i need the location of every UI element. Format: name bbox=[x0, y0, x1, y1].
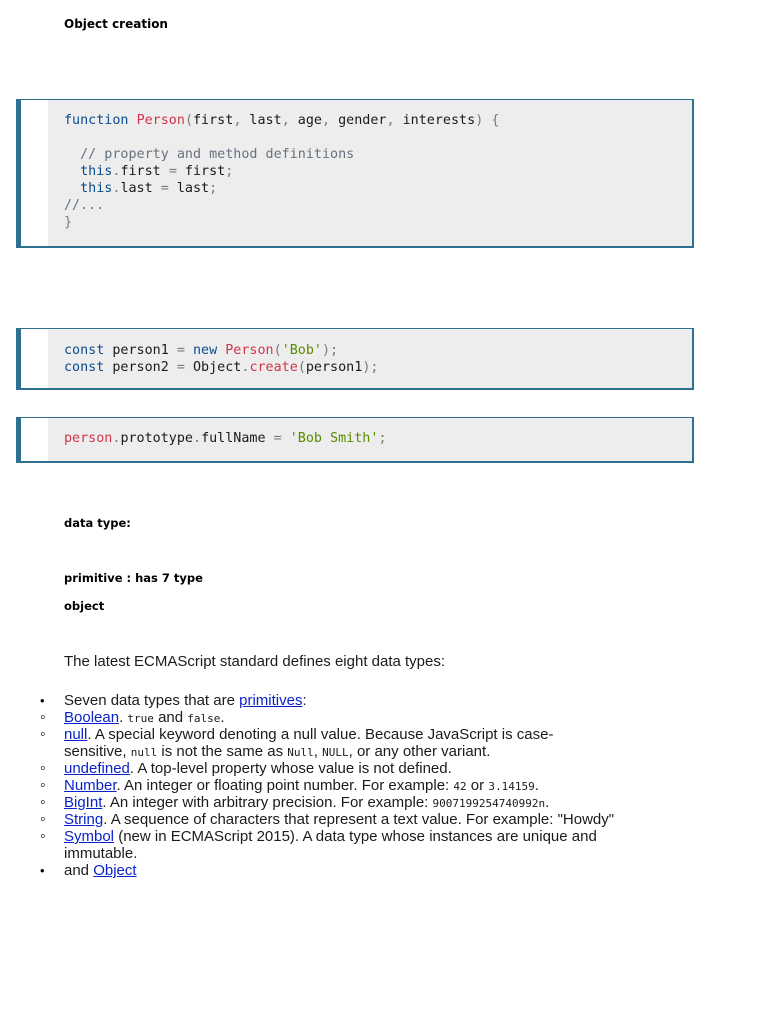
link-primitives[interactable]: primitives bbox=[239, 692, 303, 709]
intro-text: The latest ECMAScript standard defines eight data types: bbox=[64, 653, 446, 670]
code-punctuation: , bbox=[233, 113, 242, 128]
heading-object-creation: Object creation bbox=[64, 17, 168, 31]
heading-primitive: primitive : has 7 type bbox=[64, 571, 203, 585]
link-symbol[interactable]: Symbol bbox=[64, 828, 115, 845]
code-string: 'Bob Smith' bbox=[289, 431, 379, 446]
code-punctuation: = bbox=[273, 431, 282, 446]
code-punctuation: { bbox=[491, 113, 500, 128]
code-punctuation: ); bbox=[322, 343, 339, 358]
code-line bbox=[64, 431, 387, 446]
list-item-symbol: Symbol (new in ECMAScript 2015). A data type whose instances are unique and immutable. bbox=[64, 828, 597, 862]
circle-bullet-icon bbox=[40, 726, 46, 743]
list-item-primitives: Seven data types that are primitives: bbox=[64, 692, 307, 709]
code-punctuation: . bbox=[241, 360, 250, 375]
code-keyword: this bbox=[80, 164, 113, 179]
code-text bbox=[185, 343, 193, 358]
code-punctuation: , bbox=[386, 113, 395, 128]
code-punctuation: ( bbox=[297, 360, 306, 375]
circle-bullet-icon bbox=[40, 811, 46, 828]
code-function: create bbox=[249, 360, 298, 375]
code-text: person2 bbox=[104, 360, 177, 375]
link-boolean[interactable]: Boolean bbox=[64, 709, 120, 726]
circle-bullet-icon bbox=[40, 828, 46, 845]
disc-bullet-icon bbox=[40, 862, 45, 879]
code-text: last bbox=[241, 113, 282, 128]
code-block-prototype bbox=[16, 417, 694, 463]
code-text: prototype bbox=[120, 431, 193, 446]
code-punctuation: } bbox=[64, 215, 73, 230]
code-lines bbox=[64, 342, 378, 376]
code-line bbox=[64, 147, 354, 162]
code-lines bbox=[64, 112, 499, 231]
link-number[interactable]: Number bbox=[64, 777, 117, 794]
code-text: Object bbox=[184, 360, 242, 375]
list-item-string: String. A sequence of characters that represent a text value. For example: "Howdy" bbox=[64, 811, 615, 828]
code-punctuation: , bbox=[322, 113, 331, 128]
code-function: Person bbox=[136, 113, 185, 128]
code-line bbox=[64, 360, 378, 375]
code-keyword: const bbox=[64, 343, 105, 358]
list-item-bigint: BigInt. An integer with arbitrary precision. For example: 9007199254740992n. bbox=[64, 794, 550, 811]
code-keyword: function bbox=[64, 113, 129, 128]
code-punctuation: = bbox=[176, 343, 185, 358]
code-text: last bbox=[120, 181, 161, 196]
list-item-undefined: undefined. A top-level property whose value is not defined. bbox=[64, 760, 452, 777]
code-string: 'Bob' bbox=[281, 343, 322, 358]
code-punctuation: . bbox=[193, 431, 202, 446]
code-text: interests bbox=[394, 113, 476, 128]
code-function: Person bbox=[225, 343, 274, 358]
code-text: person1 bbox=[104, 343, 177, 358]
code-punctuation: ); bbox=[362, 360, 379, 375]
code-punctuation: . bbox=[112, 181, 121, 196]
code-text: first bbox=[176, 164, 226, 179]
code-line bbox=[64, 343, 338, 358]
list-item-boolean: Boolean. true and false. bbox=[64, 709, 225, 726]
code-keyword: this bbox=[80, 181, 113, 196]
code-punctuation: = bbox=[160, 181, 169, 196]
code-punctuation: ) bbox=[475, 113, 484, 128]
list-item-null: null. A special keyword denoting a null value. Because JavaScript is case- sensitive, null is not the same as Null, NULL, or any other variant. bbox=[64, 726, 554, 760]
code-punctuation: ; bbox=[378, 431, 387, 446]
code-punctuation: = bbox=[176, 360, 185, 375]
code-text: gender bbox=[330, 113, 387, 128]
code-text bbox=[64, 147, 80, 162]
code-text bbox=[64, 181, 80, 196]
code-comment: // property and method definitions bbox=[80, 147, 355, 162]
heading-object: object bbox=[64, 599, 105, 613]
code-text: last bbox=[168, 181, 210, 196]
code-block-person-function bbox=[16, 99, 694, 248]
link-string[interactable]: String bbox=[64, 811, 104, 828]
circle-bullet-icon bbox=[40, 709, 46, 726]
code-keyword: new bbox=[193, 343, 218, 358]
code-punctuation: , bbox=[281, 113, 290, 128]
code-punctuation: . bbox=[112, 164, 121, 179]
code-comment: //... bbox=[64, 198, 105, 213]
list-item-number: Number. An integer or floating point number. For example: 42 or 3.14159. bbox=[64, 777, 539, 794]
code-line bbox=[64, 198, 104, 213]
code-punctuation: ( bbox=[184, 113, 193, 128]
code-function: person bbox=[64, 431, 113, 446]
link-object[interactable]: Object bbox=[93, 862, 137, 879]
link-bigint[interactable]: BigInt bbox=[64, 794, 103, 811]
code-punctuation: ( bbox=[273, 343, 282, 358]
circle-bullet-icon bbox=[40, 760, 46, 777]
code-punctuation: . bbox=[112, 431, 121, 446]
code-keyword: const bbox=[64, 360, 105, 375]
code-line bbox=[64, 181, 217, 196]
disc-bullet-icon bbox=[40, 692, 45, 709]
circle-bullet-icon bbox=[40, 794, 46, 811]
code-punctuation: ; bbox=[209, 181, 218, 196]
heading-data-type: data type: bbox=[64, 516, 131, 530]
link-undefined[interactable]: undefined bbox=[64, 760, 130, 777]
code-punctuation: ; bbox=[225, 164, 234, 179]
code-text: fullName bbox=[201, 431, 274, 446]
code-line bbox=[64, 164, 233, 179]
code-line bbox=[64, 113, 499, 128]
code-text bbox=[282, 431, 290, 446]
code-line bbox=[64, 215, 72, 230]
list-item-object: and Object bbox=[64, 862, 137, 879]
code-block-person-instances bbox=[16, 328, 694, 390]
code-text: first bbox=[120, 164, 169, 179]
code-text: age bbox=[289, 113, 322, 128]
circle-bullet-icon bbox=[40, 777, 46, 794]
code-text: person1 bbox=[305, 360, 363, 375]
code-text: first bbox=[193, 113, 234, 128]
code-lines bbox=[64, 430, 387, 447]
code-text bbox=[129, 113, 137, 128]
code-text bbox=[64, 164, 80, 179]
code-punctuation: = bbox=[168, 164, 177, 179]
link-null[interactable]: null bbox=[64, 726, 88, 743]
